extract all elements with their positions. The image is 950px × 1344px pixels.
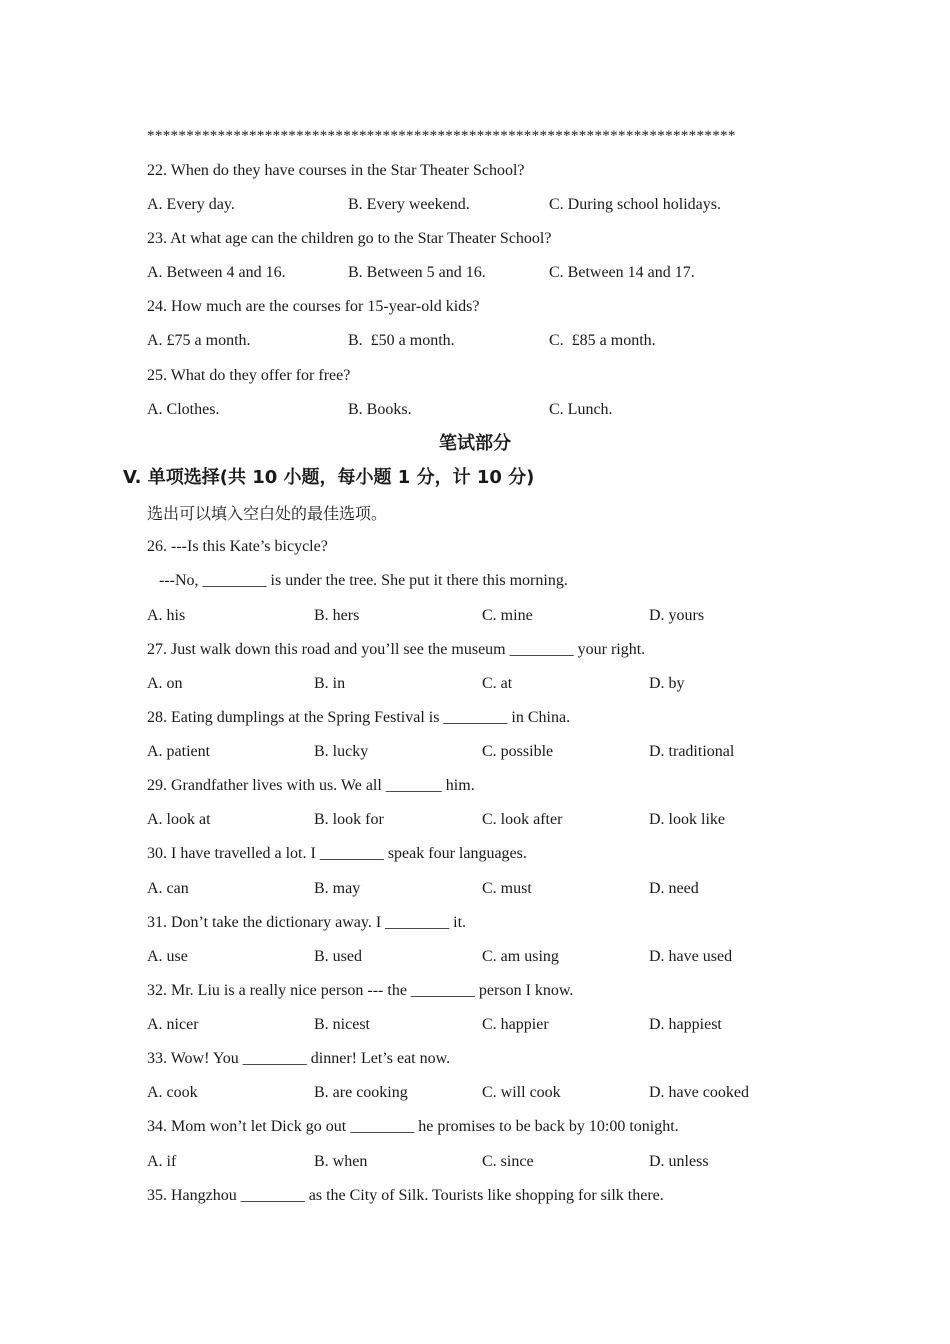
question-23: 23. At what age can the children go to the Star Theater School? bbox=[147, 230, 552, 247]
option-32-b: B. nicest bbox=[314, 1016, 370, 1033]
option-31-b: B. used bbox=[314, 948, 362, 965]
question-26: 26. ---Is this Kate’s bicycle? bbox=[147, 538, 328, 555]
question-33: 33. Wow! You ________ dinner! Let’s eat now. bbox=[147, 1050, 451, 1067]
option-27-c: C. at bbox=[482, 675, 513, 692]
option-28-c: C. possible bbox=[482, 743, 554, 760]
option-27-a: A. on bbox=[147, 675, 183, 692]
question-34: 34. Mom won’t let Dick go out ________ he promises to be back by 10:00 tonight. bbox=[147, 1118, 679, 1135]
option-30-b: B. may bbox=[314, 880, 361, 897]
option-26-c: C. mine bbox=[482, 607, 533, 624]
option-26-b: B. hers bbox=[314, 607, 360, 624]
section-heading: V. 单项选择(共 10 小题，每小题 1 分，计 10 分) bbox=[123, 467, 535, 488]
option-31-d: D. have used bbox=[649, 948, 733, 965]
option-28-d: D. traditional bbox=[649, 743, 735, 760]
section-title: 笔试部分 bbox=[439, 433, 511, 454]
option-25-a: A. Clothes. bbox=[147, 401, 220, 418]
option-33-b: B. are cooking bbox=[314, 1084, 408, 1101]
option-27-b: B. in bbox=[314, 675, 346, 692]
option-28-a: A. patient bbox=[147, 743, 211, 760]
option-23-b: B. Between 5 and 16. bbox=[348, 264, 486, 281]
question-35: 35. Hangzhou ________ as the City of Silk. Tourists like shopping for silk there. bbox=[147, 1187, 664, 1204]
question-30: 30. I have travelled a lot. I ________ speak four languages. bbox=[147, 845, 527, 862]
option-33-a: A. cook bbox=[147, 1084, 198, 1101]
instruction-text: 选出可以填入空白处的最佳选项。 bbox=[147, 504, 388, 523]
separator-line: *************************************************************************** bbox=[147, 128, 736, 144]
option-22-b: B. Every weekend. bbox=[348, 196, 470, 213]
option-29-b: B. look for bbox=[314, 811, 384, 828]
option-23-c: C. Between 14 and 17. bbox=[549, 264, 695, 281]
option-34-a: A. if bbox=[147, 1153, 177, 1170]
question-28: 28. Eating dumplings at the Spring Festival is ________ in China. bbox=[147, 709, 571, 726]
option-30-a: A. can bbox=[147, 880, 189, 897]
option-22-c: C. During school holidays. bbox=[549, 196, 721, 213]
option-33-d: D. have cooked bbox=[649, 1084, 749, 1101]
option-30-c: C. must bbox=[482, 880, 532, 897]
option-26-d: D. yours bbox=[649, 607, 705, 624]
option-25-b: B. Books. bbox=[348, 401, 412, 418]
option-31-c: C. am using bbox=[482, 948, 559, 965]
option-28-b: B. lucky bbox=[314, 743, 369, 760]
question-29: 29. Grandfather lives with us. We all _______ him. bbox=[147, 777, 475, 794]
option-34-c: C. since bbox=[482, 1153, 534, 1170]
option-31-a: A. use bbox=[147, 948, 188, 965]
option-33-c: C. will cook bbox=[482, 1084, 561, 1101]
option-24-b: B. £50 a month. bbox=[348, 332, 455, 349]
option-25-c: C. Lunch. bbox=[549, 401, 613, 418]
question-27: 27. Just walk down this road and you’ll see the museum ________ your right. bbox=[147, 641, 646, 658]
option-23-a: A. Between 4 and 16. bbox=[147, 264, 286, 281]
question-31: 31. Don’t take the dictionary away. I ________ it. bbox=[147, 914, 467, 931]
option-32-a: A. nicer bbox=[147, 1016, 199, 1033]
option-32-c: C. happier bbox=[482, 1016, 549, 1033]
option-22-a: A. Every day. bbox=[147, 196, 235, 213]
option-24-c: C. £85 a month. bbox=[549, 332, 656, 349]
question-26-reply: ---No, ________ is under the tree. She put it there this morning. bbox=[159, 572, 568, 589]
option-30-d: D. need bbox=[649, 880, 699, 897]
option-26-a: A. his bbox=[147, 607, 186, 624]
option-29-c: C. look after bbox=[482, 811, 563, 828]
option-24-a: A. £75 a month. bbox=[147, 332, 251, 349]
question-32: 32. Mr. Liu is a really nice person --- the ________ person I know. bbox=[147, 982, 574, 999]
question-24: 24. How much are the courses for 15-year-old kids? bbox=[147, 298, 480, 315]
question-25: 25. What do they offer for free? bbox=[147, 367, 351, 384]
option-34-d: D. unless bbox=[649, 1153, 709, 1170]
question-22: 22. When do they have courses in the Star Theater School? bbox=[147, 162, 525, 179]
option-34-b: B. when bbox=[314, 1153, 368, 1170]
option-32-d: D. happiest bbox=[649, 1016, 722, 1033]
option-29-d: D. look like bbox=[649, 811, 725, 828]
option-29-a: A. look at bbox=[147, 811, 211, 828]
option-27-d: D. by bbox=[649, 675, 685, 692]
